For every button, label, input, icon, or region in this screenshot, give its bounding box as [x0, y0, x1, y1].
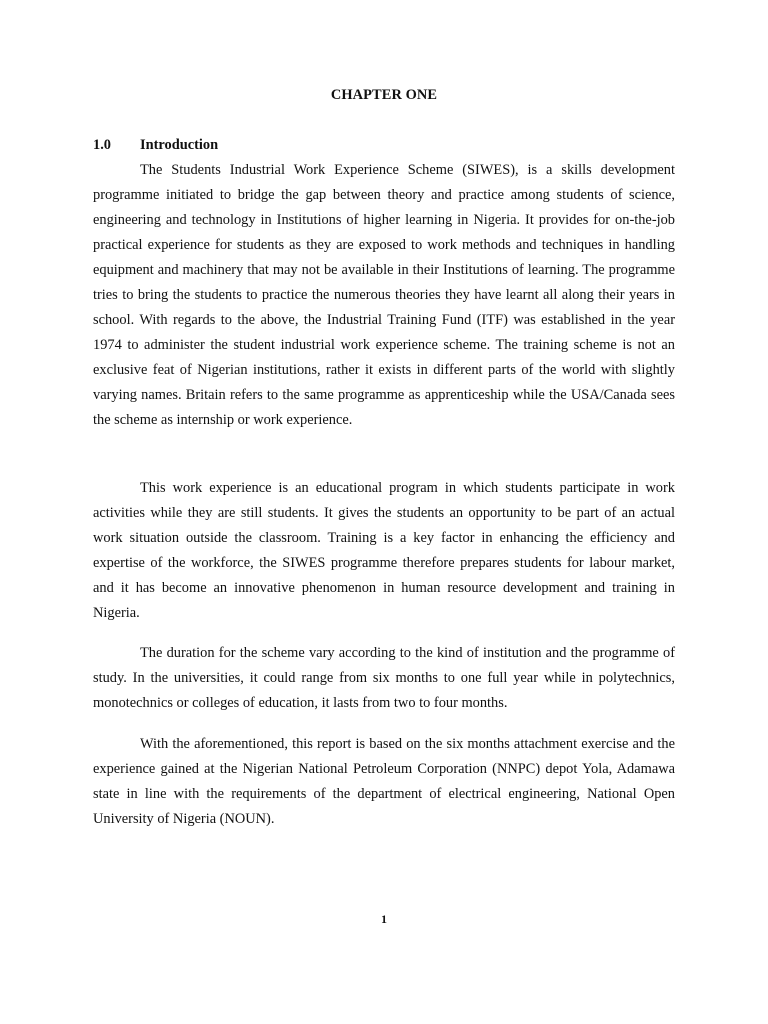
section-heading — [93, 137, 218, 154]
section-number: 1.0 — [93, 137, 111, 153]
paragraph-2-block — [93, 476, 675, 626]
page-number: 1 — [381, 912, 387, 926]
paragraph-3-block — [93, 641, 675, 716]
paragraph-1-block — [93, 158, 675, 433]
paragraph: The duration for the scheme vary according to the kind of institution and the programme of study. In the universities, it could range from six months to one full year while in polytechnics, monotechnics or colleges of education, it lasts from two to four months. — [93, 645, 675, 711]
paragraph: This work experience is an educational program in which students participate in work activities while they are still students. It gives the students an opportunity to be part of an actual work situation outside the classroom. Training is a key factor in enhancing the efficiency and expertise of the workforce, the SIWES programme therefore prepares students for labour market, and it has become an innovative phenomenon in human resource development and training in Nigeria. — [93, 480, 675, 621]
section-title: Introduction — [140, 137, 219, 153]
paragraph: With the aforementioned, this report is based on the six months attachment exercise and the experience gained at the Nigerian National Petroleum Corporation (NNPC) depot Yola, Adamawa state in line with the requirements of the department of electrical engineering, National Open University of Nigeria (NOUN). — [93, 736, 675, 827]
chapter-title: CHAPTER ONE — [330, 87, 438, 103]
paragraph-4-block — [93, 732, 675, 832]
paragraph: The Students Industrial Work Experience Scheme (SIWES), is a skills development programme initiated to bridge the gap between theory and practice among students of science, engineering and technology in Institutions of higher learning in Nigeria. It provides for on-the-job practical experience for students as they are exposed to work methods and techniques in handling equipment and machinery that may not be available in their Institutions of learning. The programme tries to bring the students to practice the numerous theories they have learnt all along their years in school. With regards to the above, the Industrial Training Fund (ITF) was established in the year 1974 to administer the student industrial work experience scheme. The training scheme is not an exclusive feat of Nigerian institutions, rather it exists in different parts of the world with slightly varying names. Britain refers to the same programme as apprenticeship while the USA/Canada sees the scheme as internship or work experience. — [93, 162, 675, 428]
